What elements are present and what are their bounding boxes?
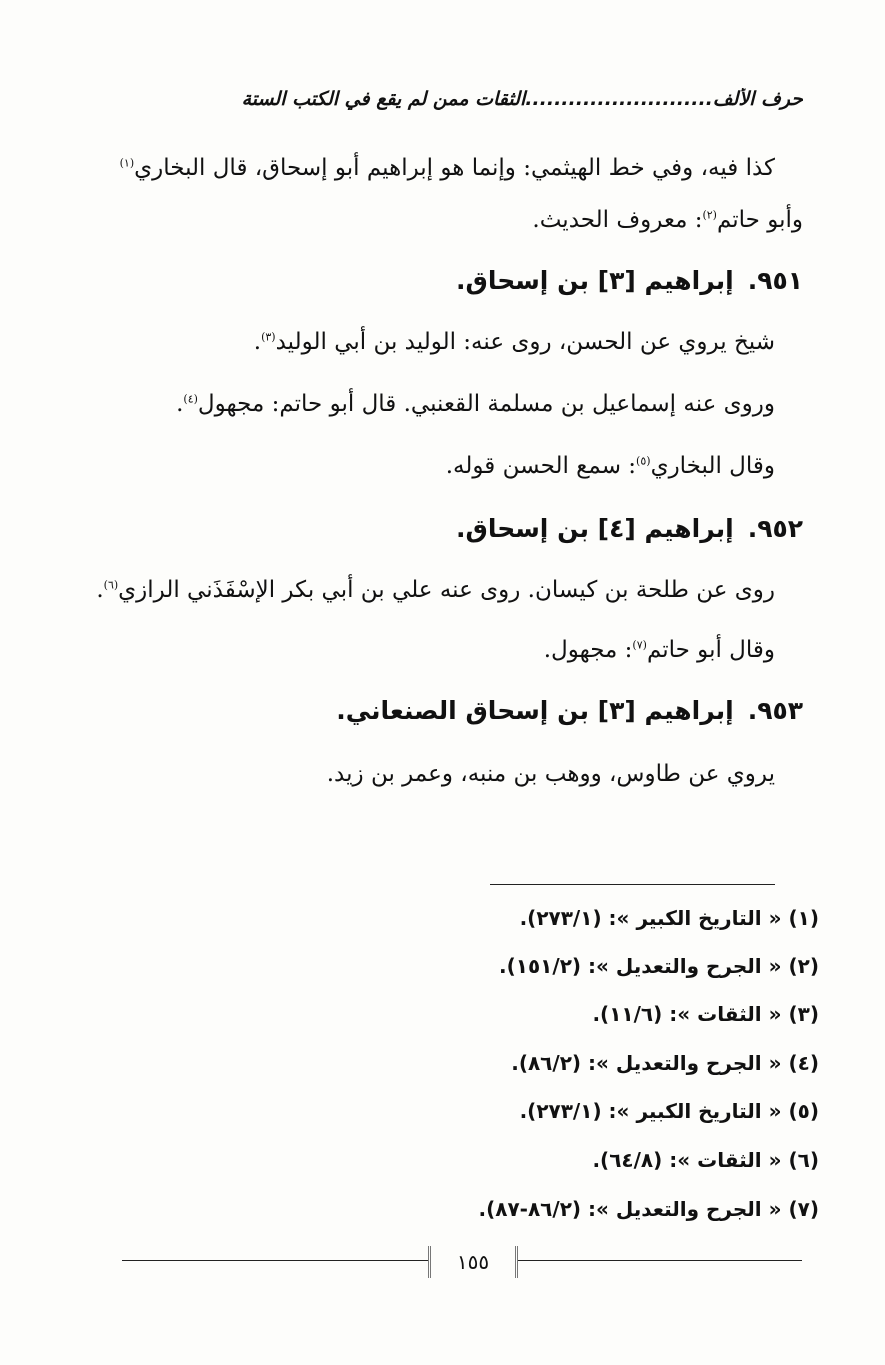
footnote-ref: (٦) xyxy=(103,578,119,592)
footnote: (١) « التاريخ الكبير »: (٢٧٣/١). xyxy=(519,906,819,930)
footnote: (٤) « الجرح والتعديل »: (٨٦/٢). xyxy=(511,1051,819,1075)
body-line xyxy=(119,152,775,184)
footnote-separator xyxy=(490,884,775,885)
body-line-text: روى عن طلحة بن كيسان. روى عنه علي بن أبي بكر الإسْفَذَني الرازي xyxy=(118,577,775,603)
body-line-text: وقال البخاري xyxy=(650,453,775,479)
entry-number: ٩٥١. xyxy=(747,266,803,295)
body-line-text: وأبو حاتم xyxy=(716,207,803,233)
footnote-ref: (١) xyxy=(119,156,135,170)
footnote: (٦) « الثقات »: (٦٤/٨). xyxy=(592,1148,819,1172)
footnote-ref: (٢) xyxy=(702,208,717,222)
body-line-text: . xyxy=(176,391,184,417)
footnote-ref: (٤) xyxy=(183,392,198,406)
body-line xyxy=(130,634,775,666)
body-line-text: : سمع الحسن قوله. xyxy=(445,453,637,479)
body-line-text: : معروف الحديث. xyxy=(532,207,703,233)
entry-heading xyxy=(200,264,803,298)
entry-title: إبراهيم [٣] بن إسحاق الصنعاني. xyxy=(336,696,734,725)
footnote: (٥) « التاريخ الكبير »: (٢٧٣/١). xyxy=(519,1099,819,1123)
body-line-text: : مجهول. xyxy=(543,637,633,663)
entry-number: ٩٥٣. xyxy=(747,696,803,725)
body-line xyxy=(130,204,803,236)
body-line-text: وقال أبو حاتم xyxy=(646,637,775,663)
footnote: (٢) « الجرح والتعديل »: (١٥١/٢). xyxy=(499,954,819,978)
body-line-text: شيخ يروي عن الحسن، روى عنه: الوليد بن أبي الوليد xyxy=(275,329,775,355)
entry-heading xyxy=(200,512,803,546)
running-header: حرف الألف..........................الثقات ممن لم يقع في الكتب الستة xyxy=(241,88,803,110)
body-line xyxy=(130,388,775,420)
body-line-text: . xyxy=(253,329,262,355)
footnote-ref: (٥) xyxy=(636,454,651,468)
body-line xyxy=(130,758,775,790)
body-line xyxy=(96,574,775,606)
footnote: (٧) « الجرح والتعديل »: (٨٦/٢-٨٧). xyxy=(478,1197,819,1221)
body-line-text: وروى عنه إسماعيل بن مسلمة القعنبي. قال أبو حاتم: مجهول xyxy=(197,391,775,417)
entry-heading xyxy=(200,694,803,728)
body-line-text: . xyxy=(96,577,104,603)
footnote-ref: (٧) xyxy=(632,638,647,652)
entry-title: إبراهيم [٤] بن إسحاق. xyxy=(455,514,734,543)
body-line-text: كذا فيه، وفي خط الهيثمي: وإنما هو إبراهيم أبو إسحاق، قال البخاري xyxy=(134,155,775,181)
entry-number: ٩٥٢. xyxy=(747,514,803,543)
page-number: ١٥٥ xyxy=(428,1246,518,1278)
body-line-text: يروي عن طاوس، ووهب بن منبه، وعمر بن زيد. xyxy=(326,761,775,787)
body-line xyxy=(130,450,775,482)
footnote: (٣) « الثقات »: (١١/٦). xyxy=(592,1002,819,1026)
body-line xyxy=(130,326,775,358)
entry-title: إبراهيم [٣] بن إسحاق. xyxy=(455,266,734,295)
footnote-ref: (٣) xyxy=(261,330,276,344)
